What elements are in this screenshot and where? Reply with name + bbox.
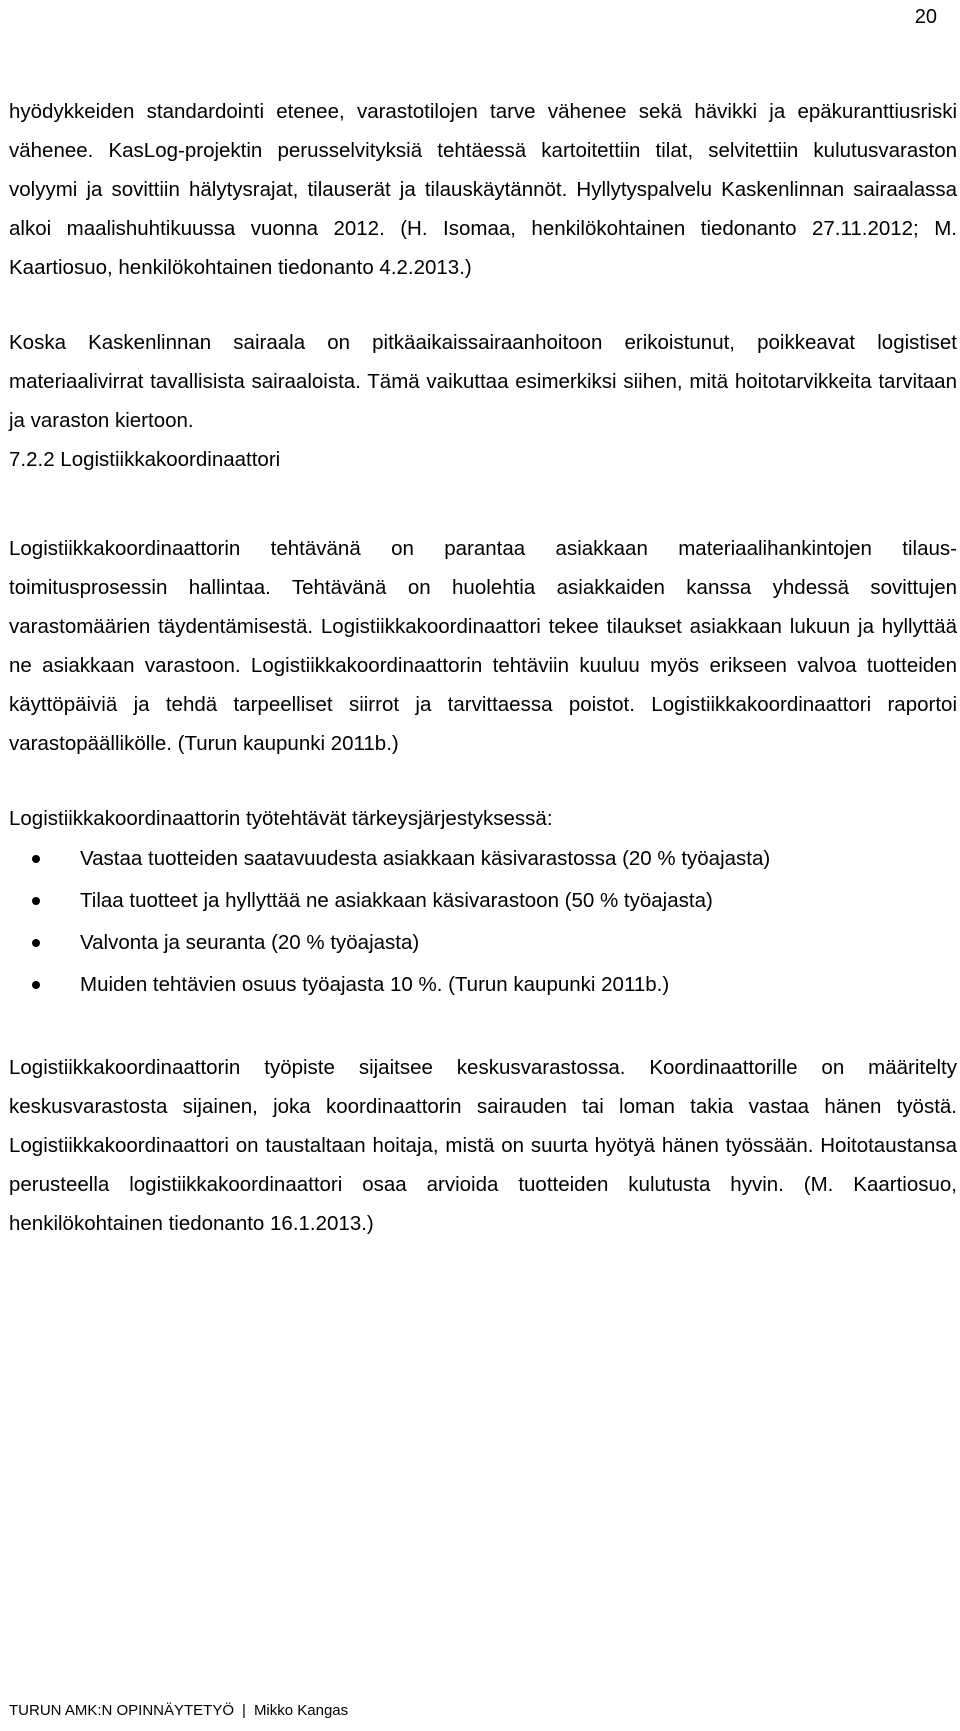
bullet-icon (32, 939, 40, 947)
list-item-text: Vastaa tuotteiden saatavuudesta asiakkaan käsivarastossa (20 % työajasta) (80, 847, 771, 870)
bullet-icon (32, 981, 40, 989)
paragraph-kaskenlinna: Koska Kaskenlinnan sairaala on pitkäaikaissairaanhoitoon erikoistunut, poikkeavat logistiset materiaalivirrat tavallisista sairaaloista. Tämä vaikuttaa esimerkiksi siihen, mitä hoitotarvikkeita tarvitaan ja varaston kiertoon. (9, 331, 957, 432)
section-heading: 7.2.2 Logistiikkakoordinaattori (9, 448, 281, 471)
footer-publication: TURUN AMK:N OPINNÄYTETYÖ (9, 1702, 235, 1719)
list-item-text: Tilaa tuotteet ja hyllyttää ne asiakkaan käsivarastoon (50 % työajasta) (80, 889, 713, 912)
bullet-icon (32, 897, 40, 905)
page-footer (9, 1702, 348, 1720)
document-body (9, 92, 957, 1243)
list-item (9, 922, 957, 964)
paragraph-workplace: Logistiikkakoordinaattorin työpiste sijaitsee keskusvarastossa. Koordinaattorille on määritelty keskusvarastosta sijainen, joka koordinaattorin sairauden tai loman takia vastaa hänen työstä. Logistiikkakoordinaattori on taustaltaan hoitaja, mistä on suurta hyötyä hänen työssään. Hoitotaustansa perusteella logistiikkakoordinaattori osaa arvioida tuotteiden kulutusta hyvin. (M. Kaartiosuo, henkilökohtainen tiedonanto 16.1.2013.) (9, 1056, 957, 1235)
list-item (9, 880, 957, 922)
list-intro: Logistiikkakoordinaattorin työtehtävät tärkeysjärjestyksessä: (9, 807, 553, 830)
task-list (9, 838, 957, 1006)
footer-separator: | (242, 1702, 246, 1719)
footer-author: Mikko Kangas (253, 1702, 349, 1719)
list-item (9, 838, 957, 880)
paragraph-coordinator-duties: Logistiikkakoordinaattorin tehtävänä on parantaa asiakkaan materiaalihankintojen tilaus-toimitusprosessin hallintaa. Tehtävänä on huolehtia asiakkaiden kanssa yhdessä sovittujen varastomäärien täydentämisestä. Logistiikkakoordinaattori tekee tilaukset asiakkaan lukuun ja hyllyttää ne asiakkaan varastoon. Logistiikkakoordinaattorin tehtäviin kuuluu myös erikseen valvoa tuotteiden käyttöpäiviä ja tehdä tarpeelliset siirrot ja tarvittaessa poistot. Logistiikkakoordinaattori raportoi varastopäällikölle. (Turun kaupunki 2011b.) (9, 537, 957, 755)
bullet-icon (32, 855, 40, 863)
list-item-text: Muiden tehtävien osuus työajasta 10 %. (Turun kaupunki 2011b.) (80, 973, 670, 996)
list-item-text: Valvonta ja seuranta (20 % työajasta) (80, 931, 420, 954)
list-item (9, 964, 957, 1006)
paragraph-hyvikki: hyödykkeiden standardointi etenee, varastotilojen tarve vähenee sekä hävikki ja epäkuranttiusriski vähenee. KasLog-projektin perusselvityksiä tehtäessä kartoitettiin tilat, selvitettiin kulutusvaraston volyymi ja sovittiin hälytysrajat, tilauserät ja tilauskäytännöt. Hyllytyspalvelu Kaskenlinnan sairaalassa alkoi maalishuhtikuussa vuonna 2012. (H. Isomaa, henkilökohtainen tiedonanto 27.11.2012; M. Kaartiosuo, henkilökohtainen tiedonanto 4.2.2013.) (9, 100, 957, 279)
page-number: 20 (914, 6, 937, 28)
